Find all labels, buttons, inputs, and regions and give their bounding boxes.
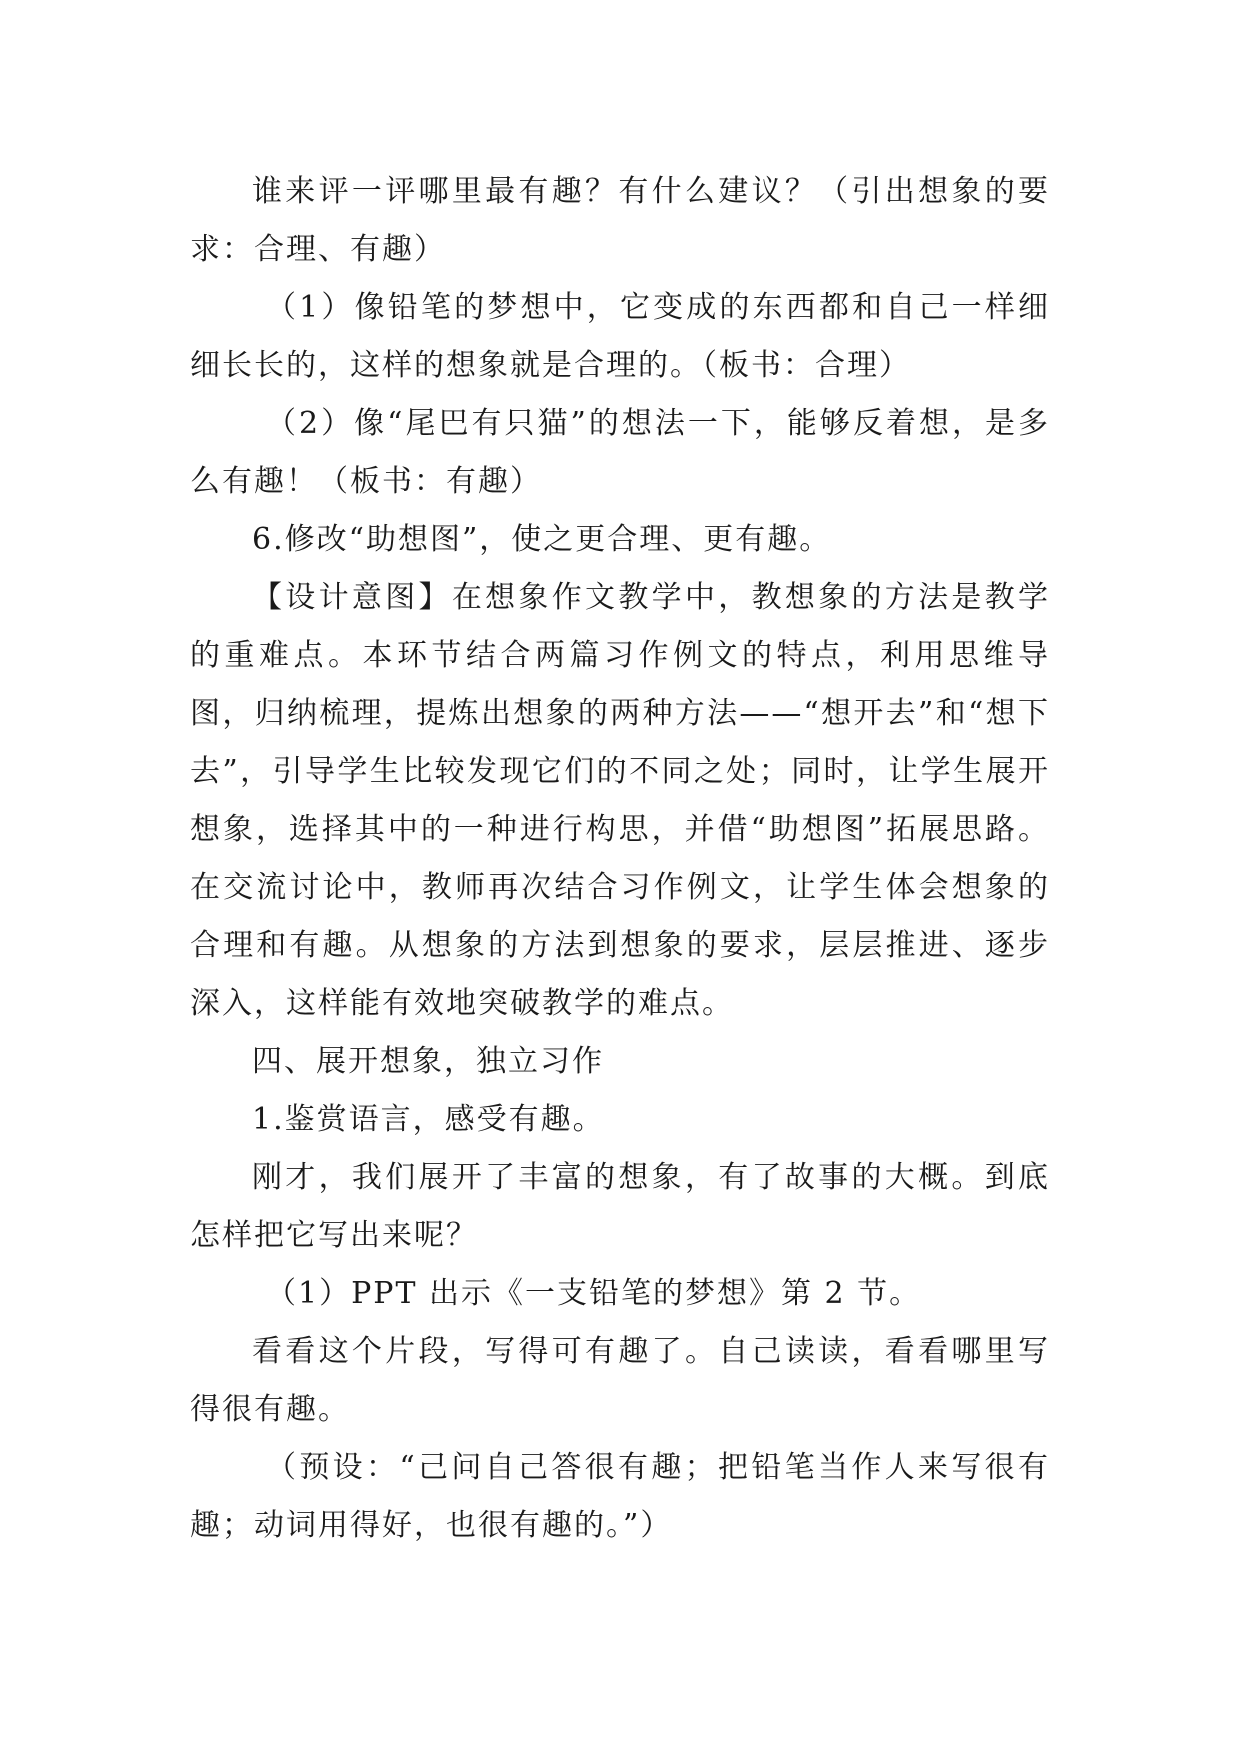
paragraph-evaluate: 谁来评一评哪里最有趣？有什么建议？（引出想象的要求：合理、有趣） (190, 174, 1050, 267)
paragraph-preset: （预设：“己问自己答很有趣；把铅笔当作人来写很有趣；动词用得好，也很有趣的。”） (190, 1450, 1050, 1543)
paragraph-interesting-example: （2）像“尾巴有只猫”的想法一下，能够反着想，是多么有趣！（板书：有趣） (190, 406, 1050, 499)
paragraph-transition: 刚才，我们展开了丰富的想象，有了故事的大概。到底怎样把它写出来呢？ (190, 1160, 1050, 1253)
section-heading-4: 四、展开想象，独立习作 (252, 1044, 604, 1079)
paragraph-step-6: 6.修改“助想图”，使之更合理、更有趣。 (252, 522, 832, 557)
paragraph-step-1: 1.鉴赏语言，感受有趣。 (252, 1102, 605, 1137)
paragraph-ppt: （1）PPT 出示《一支铅笔的梦想》第 2 节。 (266, 1276, 922, 1311)
document-page (190, 163, 1050, 1555)
paragraph-reasonable-example: （1）像铅笔的梦想中，它变成的东西都和自己一样细细长长的，这样的想象就是合理的。（板书：合理） (190, 290, 1050, 383)
paragraph-read-fragment: 看看这个片段，写得可有趣了。自己读读，看看哪里写得很有趣。 (190, 1334, 1050, 1427)
paragraph-design-intent: 【设计意图】在想象作文教学中，教想象的方法是教学的重难点。本环节结合两篇习作例文的特点，利用思维导图，归纳梳理，提炼出想象的两种方法——“想开去”和“想下去”，引导学生比较发现它们的不同之处；同时，让学生展开想象，选择其中的一种进行构思，并借“助想图”拓展思路。在交流讨论中，教师再次结合习作例文，让学生体会想象的合理和有趣。从想象的方法到想象的要求，层层推进、逐步深入，这样能有效地突破教学的难点。 (190, 580, 1050, 1021)
